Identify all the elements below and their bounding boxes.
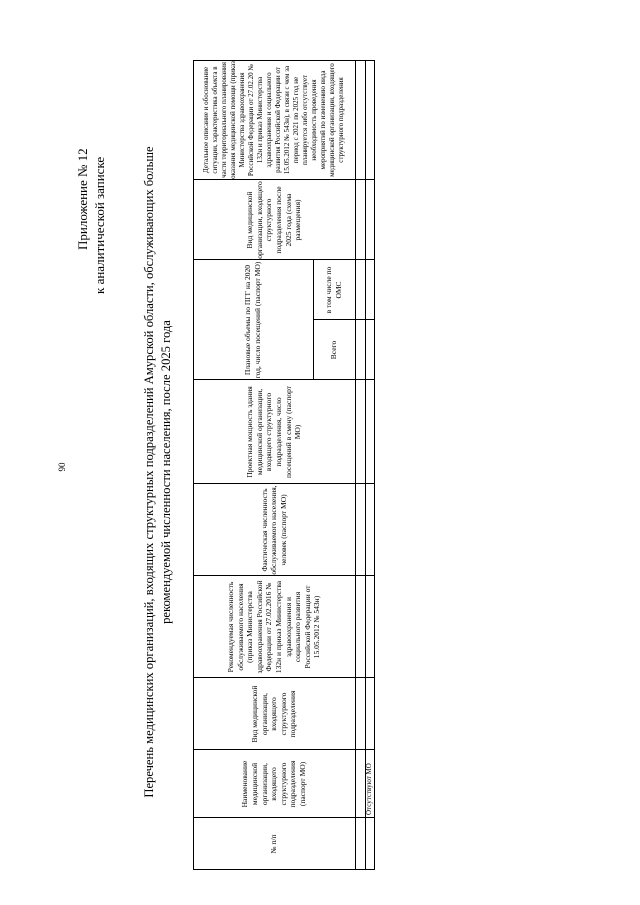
document-title-line-1: Перечень медицинских организаций, входящих структурных подразделений Амурской области, обслуживающих больше — [142, 146, 156, 798]
document-title-line-2: рекомендуемой численности населения, после 2025 года — [159, 320, 173, 624]
row2-type-after-2025 — [365, 180, 374, 260]
row1-actual — [355, 484, 365, 576]
row1-org-name — [355, 750, 365, 818]
header-type-after-2025: Вид медицинской организации, входящего структурного подразделения после 2025 года (схема размещения) — [245, 181, 303, 259]
appendix-subtitle: к аналитической записке — [92, 156, 107, 294]
appendix-title: Приложение № 12 — [75, 148, 90, 250]
header-med-type: Вид медицинской организации, входящего структурного подразделения — [250, 685, 298, 743]
row1-num — [355, 818, 365, 870]
row1-description — [355, 60, 365, 180]
page-number: 90 — [57, 462, 67, 472]
row2-planned-total — [365, 320, 374, 380]
header-num: № п/п — [269, 834, 279, 854]
header-planned-oms: в том числе по ОМС — [324, 266, 343, 314]
header-recommended: Рекомендуемая численность обслуживаемого населения (приказ Министерства здравоохранения Российской Федерации от 27.02.2016 № 132н и приказ Министерства здравоохранения и социального развития Российской Федерации от 15.05.2012 № 543н) — [226, 580, 322, 674]
row1-design-capacity — [355, 380, 365, 484]
header-org-name: Наименование медицинской организации, входящего структурного подразделения (паспорт МО) — [240, 760, 307, 808]
row2-med-type — [365, 678, 374, 750]
row1-planned-total — [355, 320, 365, 380]
header-design-capacity: Проектная мощность здания медицинской организации, входящего структурного подразделения, число посещений в смену (паспорт МО) — [245, 385, 303, 479]
row2-actual — [365, 484, 374, 576]
organizations-table — [193, 60, 375, 870]
row1-med-type — [355, 678, 365, 750]
row1-type-after-2025 — [355, 180, 365, 260]
header-planned-group: Плановые объемы по ПГГ на 2020 год, число посещений (паспорт МО) — [243, 261, 262, 379]
row2-recommended — [365, 576, 374, 678]
row1-planned-oms — [355, 260, 365, 320]
document-header — [75, 72, 173, 872]
header-actual: Фактическая численность обслуживаемого населения, человек (паспорт МО) — [259, 485, 288, 575]
row2-description — [365, 60, 374, 180]
row1-recommended — [355, 576, 365, 678]
row2-design-capacity — [365, 380, 374, 484]
row2-num — [365, 818, 374, 870]
row2-org-name: Отсутствуют МО — [365, 763, 373, 815]
header-description: Детальное описание и обоснование ситуации, характеристика объекта в части территориального планирования оказания медицинской помощи (приказ Министерства здравоохранения Российской Федерации от 27.02.20 № 132н и приказ Министерства здравоохранения и социального развития Российской Федерации от 15.05.2012 № 543н), в связи с чем за период с 2021 по 2025 год не планируется либо отсутствует необходимость проведения мероприятий по изменению вида медицинской организации, входящего структурного подразделения — [202, 61, 345, 179]
header-planned-total: Всего — [329, 340, 339, 360]
row2-planned-oms — [365, 260, 374, 320]
